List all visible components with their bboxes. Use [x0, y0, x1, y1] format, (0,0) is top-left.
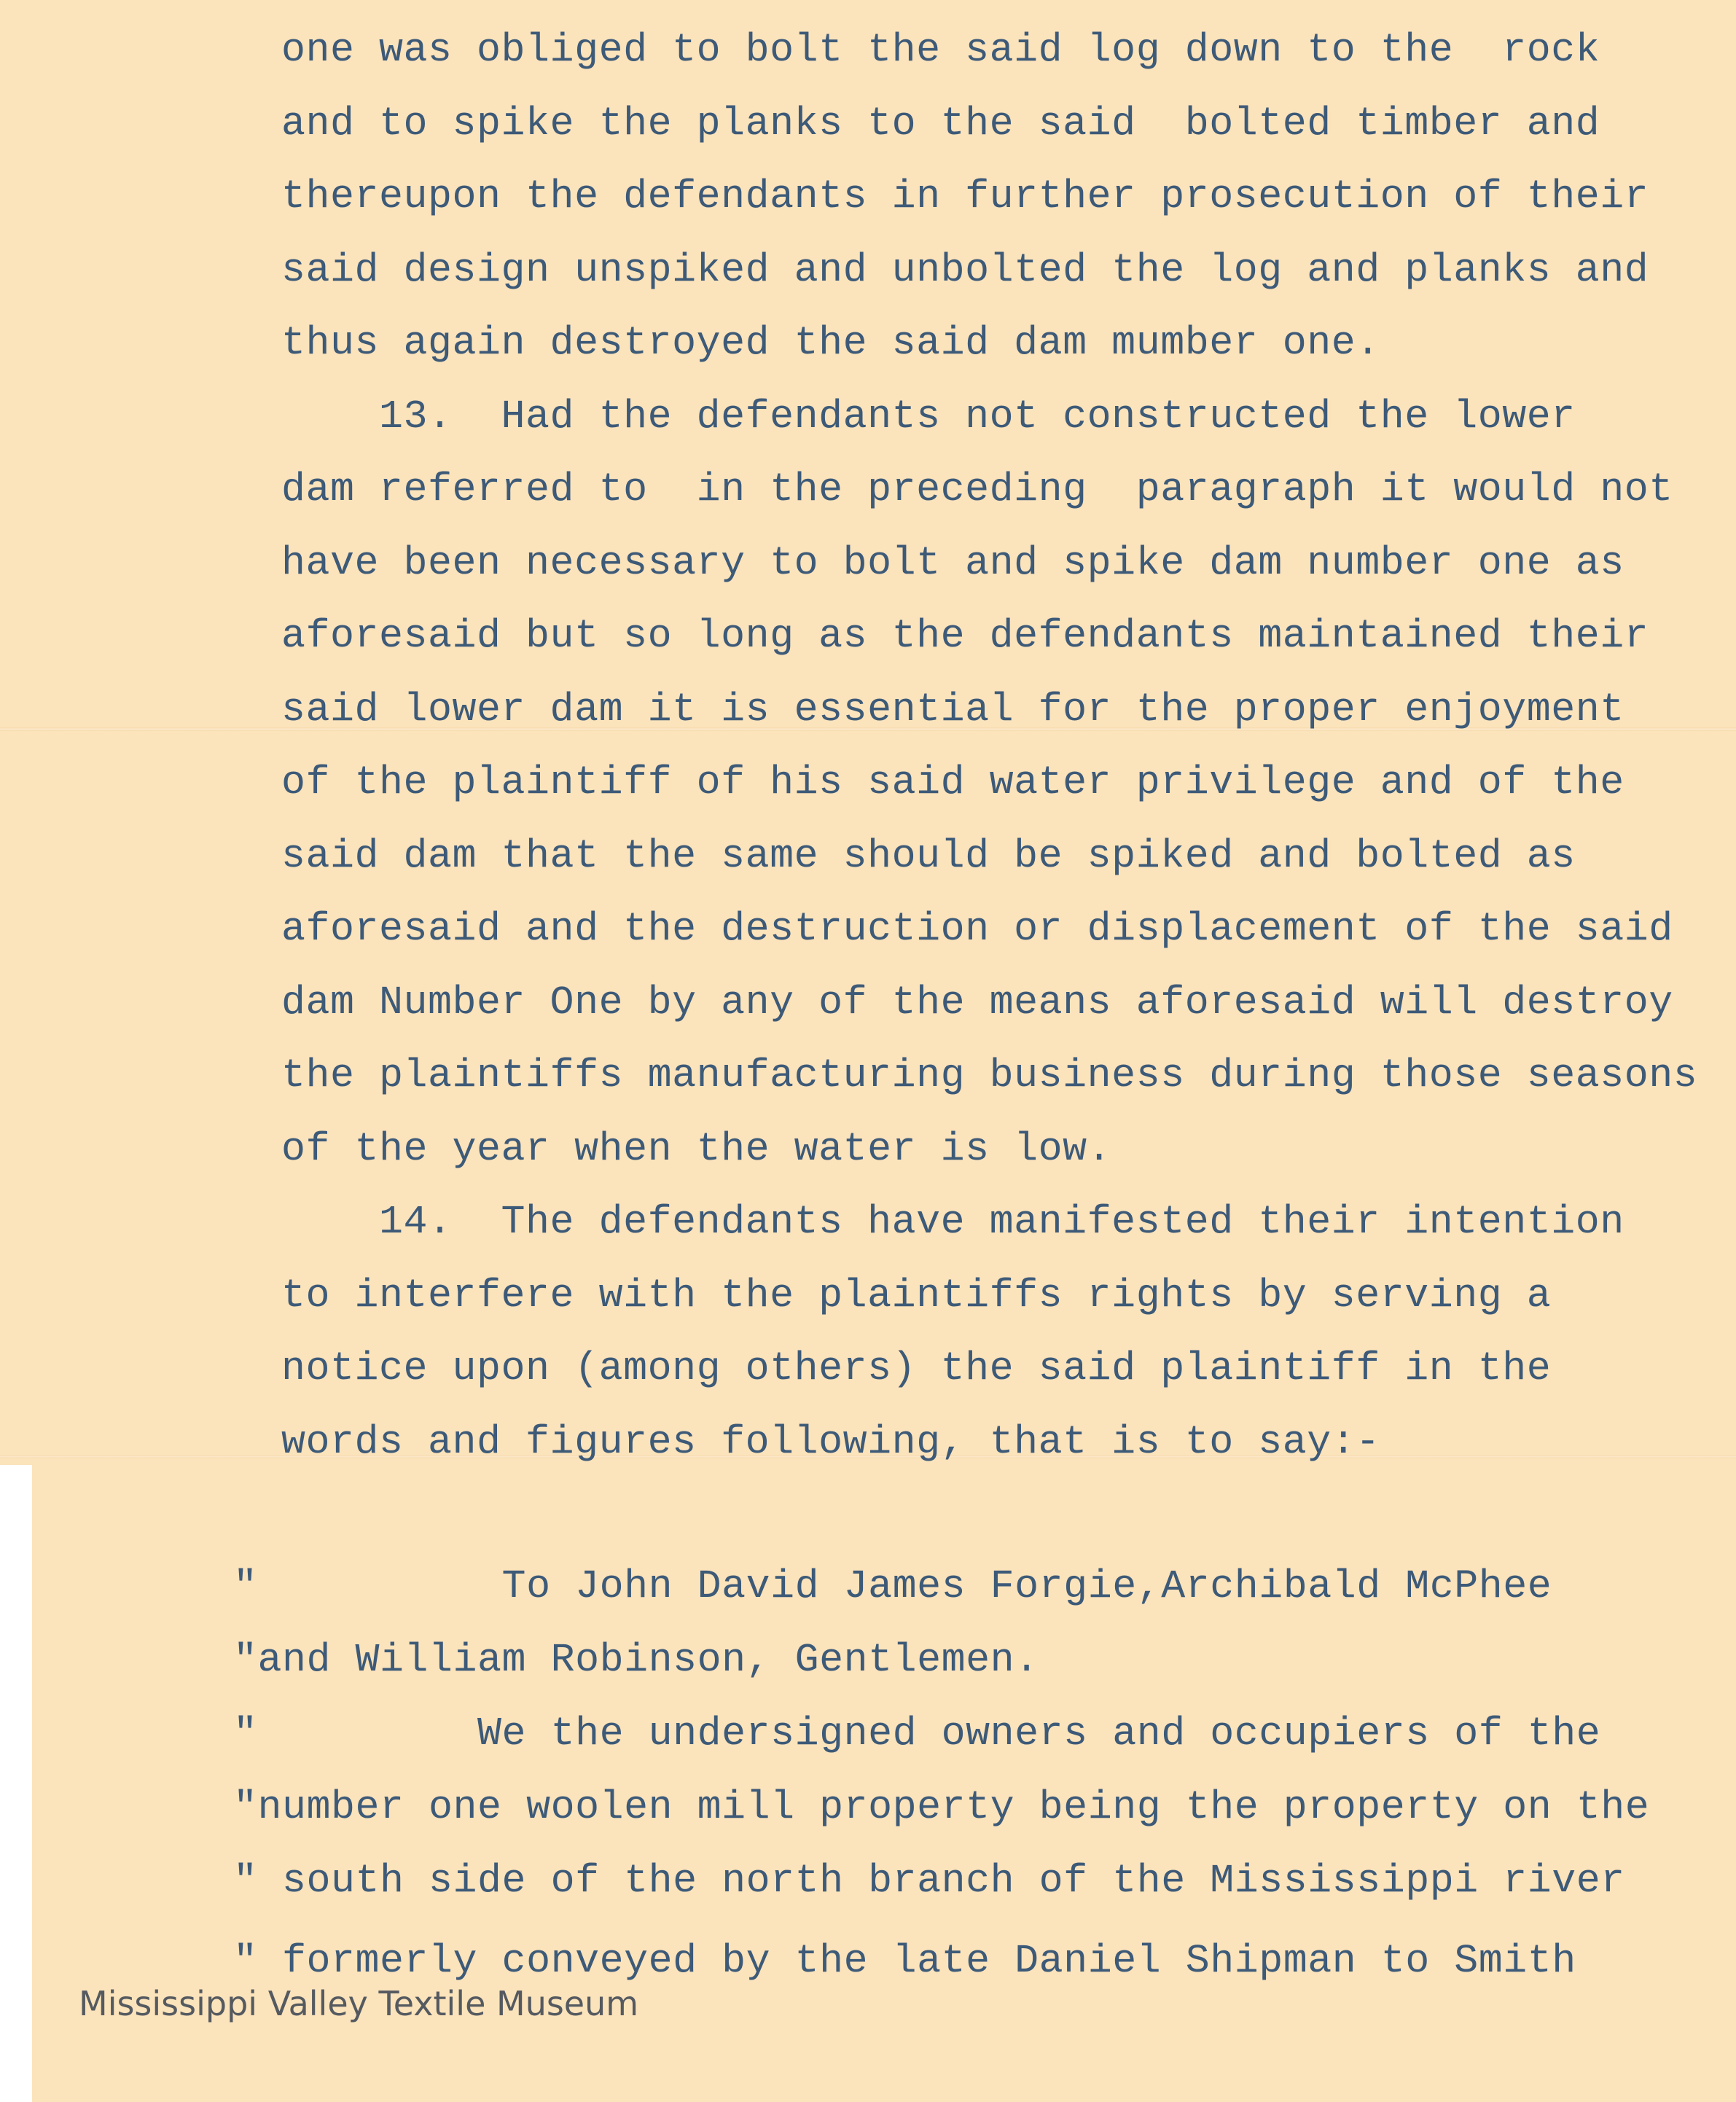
text-line: the plaintiffs manufacturing business during those seasons [281, 1052, 1698, 1098]
text-line: said dam that the same should be spiked and bolted as [281, 832, 1576, 879]
text-line: dam Number One by any of the means aforesaid will destroy [281, 979, 1673, 1025]
text-line: said design unspiked and unbolted the log and planks and [281, 246, 1649, 293]
text-line: thus again destroyed the said dam mumber one. [281, 320, 1380, 366]
text-line: have been necessary to bolt and spike dam number one as [281, 539, 1624, 586]
quote-line: " south side of the north branch of the Mississippi river [233, 1858, 1625, 1904]
text-line: of the plaintiff of his said water privilege and of the [281, 759, 1624, 805]
page-edge [0, 1465, 32, 2102]
museum-watermark: Mississippi Valley Textile Museum [79, 1984, 639, 2023]
text-line: thereupon the defendants in further prosecution of their [281, 173, 1649, 219]
text-line: and to spike the planks to the said bolted timber and [281, 100, 1600, 146]
quote-line: "and William Robinson, Gentlemen. [233, 1637, 1039, 1683]
quoted-notice [233, 1560, 1684, 2008]
quote-line: " formerly conveyed by the late Daniel Shipman to Smith [233, 1938, 1576, 1984]
text-line: dam referred to in the preceding paragraph it would not [281, 466, 1673, 512]
paragraph-13-start: 13. Had the defendants not constructed the lower [281, 393, 1576, 439]
quote-line: " We the undersigned owners and occupiers of the [233, 1711, 1601, 1757]
quote-line: "number one woolen mill property being the property on the [233, 1784, 1650, 1830]
quote-line: " To John David James Forgie,Archibald McPhee [233, 1563, 1552, 1609]
text-line: said lower dam it is essential for the proper enjoyment [281, 686, 1624, 732]
text-line: one was obliged to bolt the said log down to the rock [281, 27, 1600, 73]
typed-body-text [281, 23, 1698, 1488]
text-line: aforesaid but so long as the defendants maintained their [281, 613, 1649, 659]
text-line: of the year when the water is low. [281, 1125, 1112, 1172]
paragraph-14-start: 14. The defendants have manifested their intention [281, 1199, 1624, 1245]
text-line: notice upon (among others) the said plaintiff in the [281, 1345, 1552, 1391]
text-line: aforesaid and the destruction or displacement of the said [281, 906, 1673, 952]
text-line: words and figures following, that is to say:- [281, 1418, 1380, 1465]
text-line: to interfere with the plaintiffs rights by serving a [281, 1272, 1552, 1318]
